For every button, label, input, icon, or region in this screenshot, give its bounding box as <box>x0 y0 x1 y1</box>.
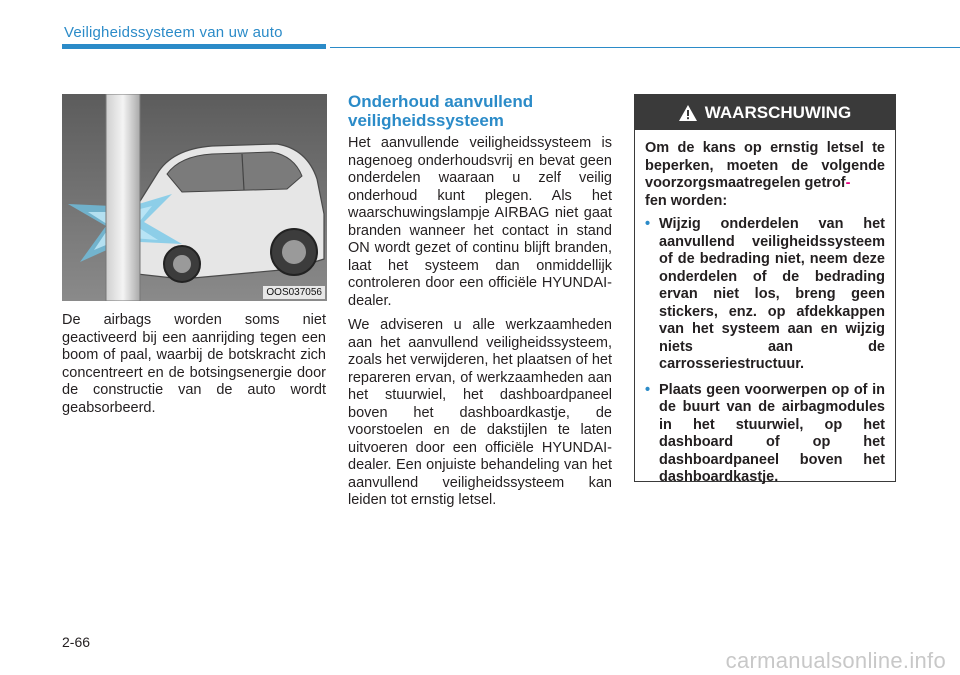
warning-box <box>634 94 896 485</box>
hyphen-mark: - <box>845 175 851 191</box>
crash-illustration <box>62 94 327 301</box>
left-column <box>62 312 326 424</box>
paragraph: Het aanvullende veiligheidssysteem is nagenoeg onderhoudsvrij en bevat geen onderdelen waaraan u zelf veilig onderhoud kunt plegen. Als het waarschuwingslampje AIRBAG niet gaat branden wanneer het contact in stand ON wordt gezet of continu blijft branden, laat het systeem dan onmiddellijk controleren door een officiële HYUNDAI-dealer. <box>348 135 612 309</box>
section-heading: Onderhoud aanvullend veiligheidssysteem <box>348 92 534 130</box>
warning-item: • Wijzig onderdelen van het aanvullend veiligheidssysteem of de bedrading niet, neem deze onderdelen of de bedrading ervan niet los, breng geen stickers, enz. op afdekkappen van het systeem aan en wijzig niets aan de carrosseriestructuur. <box>645 216 885 374</box>
figure-caption: De airbags worden soms niet geactiveerd bij een aanrijding tegen een boom of paal, waarbij de botskracht zich concentreert en de botsingsenergie door de constructie van de auto wordt geabsorbeerd. <box>62 312 326 416</box>
warning-triangle-icon <box>679 105 697 121</box>
warning-item: • Plaats geen voorwerpen op of in de buurt van de airbagmodules in het stuurwiel, op het dashboard of op het dashboardpaneel boven het dashboardkastje. <box>645 382 885 487</box>
middle-column <box>348 135 612 517</box>
watermark: carmanualsonline.info <box>725 648 946 673</box>
header-accent-bar <box>62 44 326 49</box>
section-title: Veiligheidssysteem van uw auto <box>64 24 283 41</box>
warning-intro-end: fen worden: <box>645 192 728 209</box>
warning-list <box>645 216 885 487</box>
car-pole-collision-image <box>62 94 327 301</box>
warning-header <box>635 95 895 130</box>
header-divider <box>330 47 960 48</box>
figure-code: OOS037056 <box>263 286 325 299</box>
page-number: 2-66 <box>62 634 91 650</box>
warning-title: WAARSCHUWING <box>704 102 852 122</box>
paragraph: We adviseren u alle werkzaamheden aan het aanvullend veiligheidssysteem, zoals het verwijderen, het plaatsen of het repareren ervan, of werkzaamheden aan het stuurwiel, het dashboardpaneel boven het dashboardkastje, de voorstoelen en de dakstijlen te laten uitvoeren door een officiële HYUNDAI-dealer. Een onjuiste behandeling van het aanvullend veiligheidssysteem kan leiden tot ernstig letsel. <box>348 317 612 508</box>
warning-body <box>635 130 895 487</box>
warning-intro <box>645 140 885 210</box>
warning-intro-text: Om de kans op ernstig letsel te beperken, moeten de volgende voorzorgsmaatregelen getrof <box>645 140 885 191</box>
